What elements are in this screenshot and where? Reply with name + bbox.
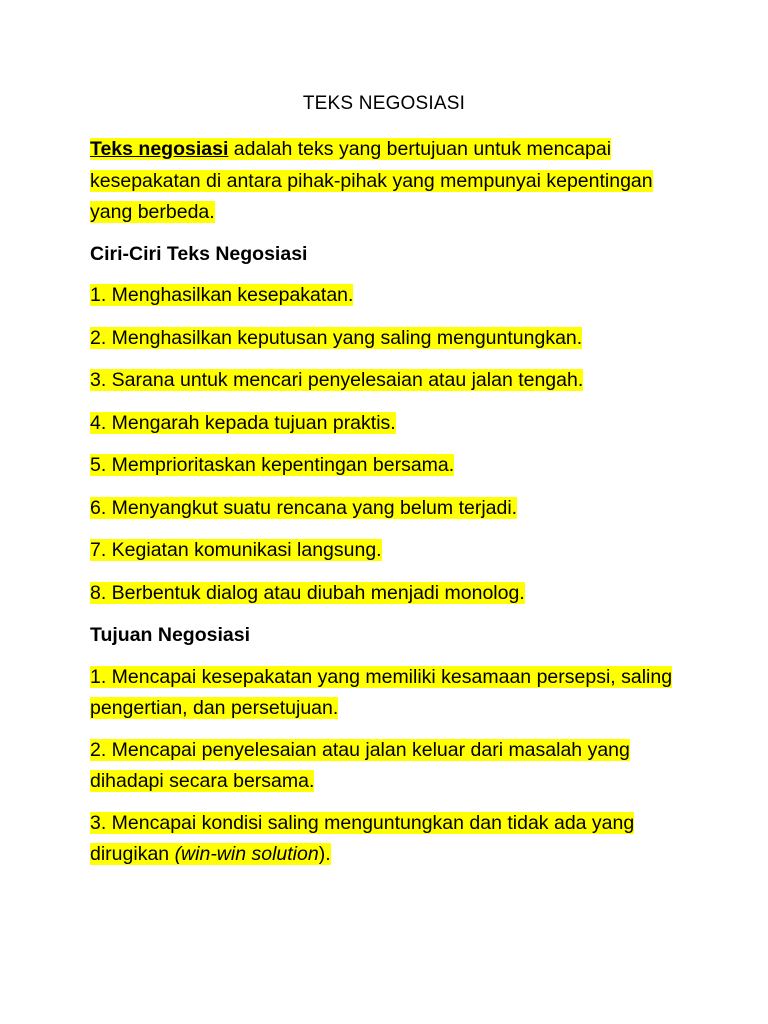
- tujuan-item: [90, 808, 690, 871]
- definition-term: Teks negosiasi: [90, 138, 229, 160]
- ciri-item: [90, 535, 690, 567]
- ciri-item: [90, 578, 690, 610]
- ciri-item: [90, 365, 690, 397]
- tujuan-item-3-highlight: [90, 812, 634, 866]
- ciri-item-text: 1. Menghasilkan kesepakatan.: [90, 284, 354, 306]
- tujuan-item-text: 3. Mencapai kondisi saling menguntungkan dan tidak ada yang dirugikan: [90, 811, 635, 865]
- ciri-item-text: 7. Kegiatan komunikasi langsung.: [90, 539, 382, 561]
- tujuan-item-text: 1. Mencapai kesepakatan yang memiliki kesamaan persepsi, saling pengertian, dan persetujuan.: [90, 665, 673, 719]
- ciri-item-text: 3. Sarana untuk mencari penyelesaian atau jalan tengah.: [90, 369, 584, 391]
- definition-highlight: [90, 138, 653, 223]
- ciri-item: [90, 408, 690, 440]
- document-title: TEKS NEGOSIASI: [302, 93, 466, 114]
- ciri-heading: Ciri-Ciri Teks Negosiasi: [90, 242, 308, 265]
- tujuan-item-text: 2. Mencapai penyelesaian atau jalan keluar dari masalah yang dihadapi secara bersama.: [90, 738, 630, 792]
- ciri-item: [90, 493, 690, 525]
- ciri-item-text: 4. Mengarah kepada tujuan praktis.: [90, 411, 396, 434]
- ciri-item-text: 8. Berbentuk dialog atau diubah menjadi monolog.: [90, 581, 525, 604]
- ciri-item-text: 5. Memprioritaskan kepentingan bersama.: [90, 454, 455, 476]
- ciri-item-text: 6. Menyangkut suatu rencana yang belum terjadi.: [90, 496, 518, 519]
- ciri-item: [90, 450, 690, 482]
- ciri-item-text: 2. Menghasilkan keputusan yang saling menguntungkan.: [90, 326, 583, 349]
- definition-text: adalah teks yang bertujuan untuk mencapai kesepakatan di antara pihak-pihak yang mempunyai kepentingan yang berbeda.: [90, 138, 653, 223]
- ciri-item: [90, 280, 690, 312]
- tujuan-item-italic: (win-win solution: [174, 843, 319, 865]
- ciri-item: [90, 323, 690, 355]
- tujuan-heading: Tujuan Negosiasi: [90, 624, 250, 646]
- definition-paragraph: [90, 134, 690, 229]
- tujuan-item: [90, 662, 690, 725]
- document-body: [90, 134, 690, 881]
- tujuan-item-end: ).: [318, 843, 331, 865]
- tujuan-item: [90, 735, 690, 798]
